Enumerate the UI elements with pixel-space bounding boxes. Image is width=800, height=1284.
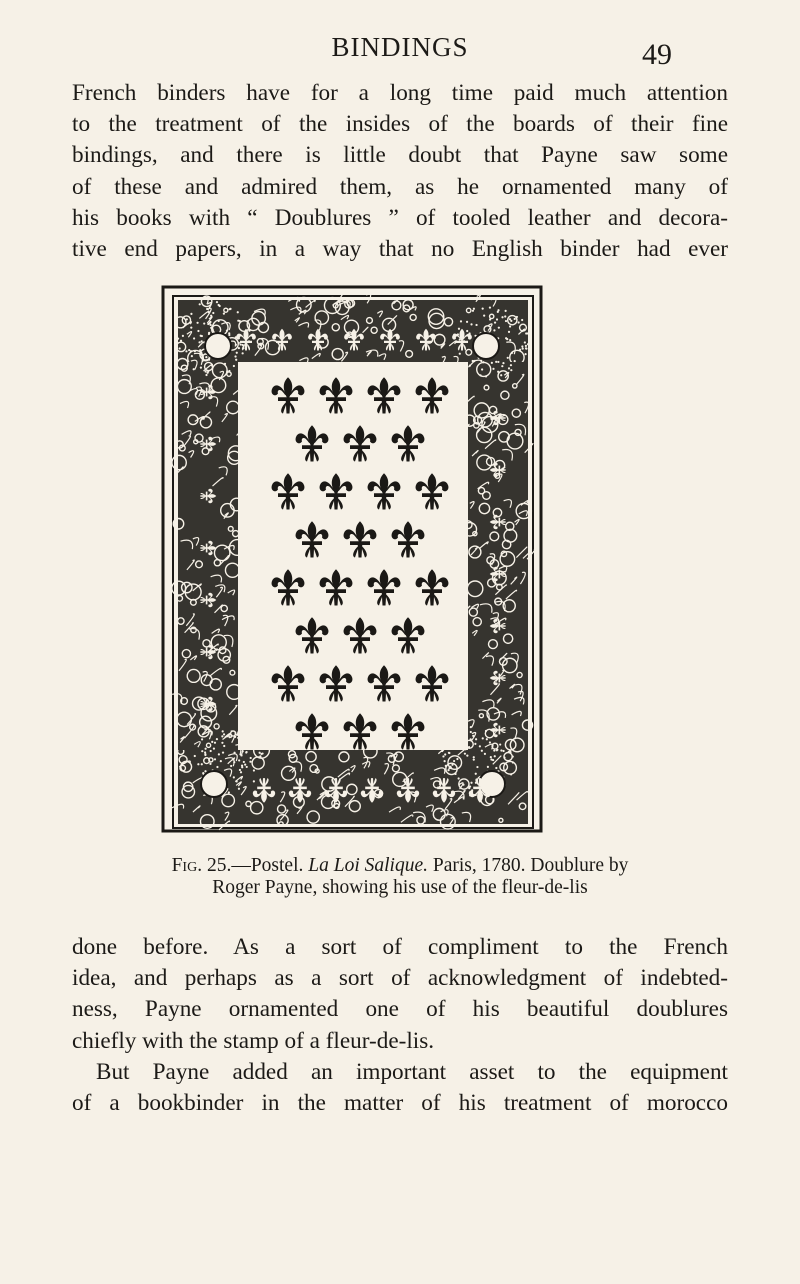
stipple-dot xyxy=(205,374,207,376)
stipple-dot xyxy=(204,753,206,755)
stipple-dot xyxy=(244,764,246,766)
stipple-dot xyxy=(239,343,241,345)
stipple-dot xyxy=(497,309,499,311)
stipple-dot xyxy=(222,730,224,732)
caption-line-2: Roger Payne, showing his use of the fleur-de-lis xyxy=(212,877,588,898)
stipple-dot xyxy=(228,334,230,336)
stipple-dot xyxy=(470,782,472,784)
stipple-dot xyxy=(525,353,527,355)
stipple-dot xyxy=(233,761,235,763)
stipple-dot xyxy=(247,320,249,322)
stipple-dot xyxy=(235,344,237,346)
stipple-dot xyxy=(236,352,238,354)
stipple-dot xyxy=(448,767,450,769)
running-head xyxy=(0,30,800,70)
stipple-dot xyxy=(211,325,213,327)
stipple-dot xyxy=(466,321,468,323)
stipple-dot xyxy=(511,352,513,354)
stipple-dot xyxy=(234,355,236,357)
stipple-dot xyxy=(472,310,474,312)
stipple-dot xyxy=(470,323,472,325)
stipple-dot xyxy=(489,741,491,743)
stipple-dot xyxy=(201,340,203,342)
stipple-dot xyxy=(500,374,502,376)
stipple-dot xyxy=(473,308,475,310)
stipple-dot xyxy=(199,349,201,351)
text-line: idea, and perhaps as a sort of acknowledgment of indebted- xyxy=(72,965,728,992)
stipple-dot xyxy=(508,367,510,369)
stipple-dot xyxy=(182,335,184,337)
stipple-dot xyxy=(456,758,458,760)
stipple-dot xyxy=(493,329,495,331)
stipple-dot xyxy=(523,329,525,331)
stipple-dot xyxy=(211,741,213,743)
stipple-dot xyxy=(496,318,498,320)
text-line: tive end papers, in a way that no English binder had ever xyxy=(72,236,728,263)
stipple-dot xyxy=(470,726,472,728)
stipple-dot xyxy=(482,361,484,363)
stipple-dot xyxy=(509,750,511,752)
text-line: done before. As a sort of compliment to the French xyxy=(72,934,728,960)
stipple-dot xyxy=(472,360,474,362)
stipple-dot xyxy=(238,342,240,344)
stipple-dot xyxy=(483,315,485,317)
stipple-dot xyxy=(509,325,511,327)
stipple-dot xyxy=(223,745,225,747)
stipple-dot xyxy=(487,766,489,768)
stipple-dot xyxy=(514,318,516,320)
stipple-dot xyxy=(243,761,245,763)
stipple-dot xyxy=(206,308,208,310)
stipple-dot xyxy=(223,733,225,735)
stipple-dot xyxy=(216,301,218,303)
text-line: chiefly with the stamp of a fleur-de-lis. xyxy=(72,1027,435,1054)
stipple-dot xyxy=(509,339,511,341)
stipple-dot xyxy=(497,361,499,363)
stipple-dot xyxy=(214,742,216,744)
stipple-dot xyxy=(459,353,461,355)
running-title: BINDINGS xyxy=(331,32,469,62)
stipple-dot xyxy=(476,766,478,768)
stipple-dot xyxy=(191,355,193,357)
stipple-dot xyxy=(237,320,239,322)
stipple-dot xyxy=(205,370,207,372)
stipple-dot xyxy=(190,327,192,329)
stipple-dot xyxy=(254,747,256,749)
text-line: of a bookbinder in the matter of his treatment of morocco xyxy=(72,1090,728,1117)
stipple-dot xyxy=(213,748,215,750)
stipple-dot xyxy=(501,316,503,318)
stipple-dot xyxy=(497,371,499,373)
paragraph-3 xyxy=(72,1057,728,1119)
text-line: to the treatment of the insides of the boards of their fine xyxy=(72,111,728,138)
stipple-dot xyxy=(221,742,223,744)
stipple-dot xyxy=(453,746,455,748)
stipple-dot xyxy=(521,345,523,347)
stipple-dot xyxy=(475,773,477,775)
stipple-dot xyxy=(475,324,477,326)
stipple-dot xyxy=(235,359,237,361)
corner-disc xyxy=(205,333,231,359)
stipple-dot xyxy=(469,365,471,367)
stipple-dot xyxy=(490,758,492,760)
caption-line-1 xyxy=(72,855,728,877)
stipple-dot xyxy=(205,356,207,358)
stipple-dot xyxy=(460,320,462,322)
doublure-figure xyxy=(160,284,544,834)
stipple-dot xyxy=(196,322,198,324)
stipple-dot xyxy=(188,349,190,351)
stipple-dot xyxy=(500,749,502,751)
stipple-dot xyxy=(221,735,223,737)
stipple-dot xyxy=(458,777,460,779)
stipple-dot xyxy=(216,738,218,740)
stipple-dot xyxy=(240,754,242,756)
stipple-dot xyxy=(482,737,484,739)
stipple-dot xyxy=(207,372,209,374)
stipple-dot xyxy=(180,340,182,342)
stipple-dot xyxy=(495,767,497,769)
stipple-dot xyxy=(470,731,472,733)
stipple-dot xyxy=(238,759,240,761)
stipple-dot xyxy=(229,736,231,738)
stipple-dot xyxy=(473,756,475,758)
stipple-dot xyxy=(525,345,527,347)
stipple-dot xyxy=(233,776,235,778)
figure-caption xyxy=(72,855,728,899)
stipple-dot xyxy=(494,321,496,323)
text-line: ness, Payne ornamented one of his beautiful doublures xyxy=(72,996,728,1023)
page-number: 49 xyxy=(642,38,672,71)
stipple-dot xyxy=(516,316,518,318)
stipple-dot xyxy=(486,738,488,740)
stipple-dot xyxy=(199,303,201,305)
stipple-dot xyxy=(510,320,512,322)
stipple-dot xyxy=(464,748,466,750)
stipple-dot xyxy=(479,745,481,747)
stipple-dot xyxy=(495,361,497,363)
stipple-dot xyxy=(220,760,222,762)
stipple-dot xyxy=(186,318,188,320)
stipple-dot xyxy=(260,753,262,755)
stipple-dot xyxy=(507,357,509,359)
stipple-dot xyxy=(226,370,228,372)
stipple-dot xyxy=(485,730,487,732)
text-line: his books with “ Doublures ” of tooled leather and decora- xyxy=(72,204,728,231)
stipple-dot xyxy=(200,335,202,337)
stipple-dot xyxy=(237,737,239,739)
stipple-dot xyxy=(522,347,524,349)
stipple-dot xyxy=(479,374,481,376)
stipple-dot xyxy=(210,750,212,752)
stipple-dot xyxy=(458,328,460,330)
stipple-dot xyxy=(209,324,211,326)
stipple-dot xyxy=(236,780,238,782)
stipple-dot xyxy=(242,750,244,752)
stipple-dot xyxy=(482,308,484,310)
stipple-dot xyxy=(253,769,255,771)
stipple-dot xyxy=(234,736,236,738)
stipple-dot xyxy=(503,757,505,759)
stipple-dot xyxy=(226,330,228,332)
stipple-dot xyxy=(470,738,472,740)
stipple-dot xyxy=(447,769,449,771)
stipple-dot xyxy=(201,355,203,357)
stipple-dot xyxy=(238,347,240,349)
stipple-dot xyxy=(238,788,240,790)
stipple-dot xyxy=(208,359,210,361)
corner-disc xyxy=(473,333,499,359)
caption-details: Paris, 1780. Doublure by xyxy=(432,855,629,876)
paragraph-2 xyxy=(72,932,728,1057)
stipple-dot xyxy=(193,368,195,370)
stipple-dot xyxy=(190,350,192,352)
stipple-dot xyxy=(194,350,196,352)
stipple-dot xyxy=(224,363,226,365)
stipple-dot xyxy=(240,771,242,773)
stipple-dot xyxy=(505,320,507,322)
stipple-dot xyxy=(248,744,250,746)
stipple-dot xyxy=(468,787,470,789)
stipple-dot xyxy=(216,766,218,768)
stipple-dot xyxy=(201,738,203,740)
caption-author: —Postel. xyxy=(231,855,304,876)
stipple-dot xyxy=(454,773,456,775)
stipple-dot xyxy=(502,750,504,752)
stipple-dot xyxy=(481,368,483,370)
stipple-dot xyxy=(512,756,514,758)
stipple-dot xyxy=(197,330,199,332)
stipple-dot xyxy=(481,750,483,752)
stipple-dot xyxy=(237,733,239,735)
stipple-dot xyxy=(259,755,261,757)
stipple-dot xyxy=(203,322,205,324)
stipple-dot xyxy=(514,360,516,362)
stipple-dot xyxy=(505,310,507,312)
stipple-dot xyxy=(229,308,231,310)
stipple-dot xyxy=(519,349,521,351)
stipple-dot xyxy=(505,337,507,339)
stipple-dot xyxy=(194,755,196,757)
stipple-dot xyxy=(527,332,529,334)
stipple-dot xyxy=(510,364,512,366)
stipple-dot xyxy=(241,765,243,767)
stipple-dot xyxy=(508,331,510,333)
text-line: of these and admired them, as he ornamented many of xyxy=(72,173,728,200)
stipple-dot xyxy=(493,749,495,751)
stipple-dot xyxy=(484,753,486,755)
stipple-dot xyxy=(466,366,468,368)
text-line: bindings, and there is little doubt that Payne saw some xyxy=(72,142,728,169)
stipple-dot xyxy=(502,362,504,364)
stipple-dot xyxy=(455,733,457,735)
stipple-dot xyxy=(233,365,235,367)
stipple-dot xyxy=(489,306,491,308)
corner-disc xyxy=(201,771,227,797)
stipple-dot xyxy=(489,318,491,320)
stipple-dot xyxy=(223,313,225,315)
stipple-dot xyxy=(451,764,453,766)
stipple-dot xyxy=(218,320,220,322)
stipple-dot xyxy=(499,743,501,745)
stipple-dot xyxy=(480,360,482,362)
stipple-dot xyxy=(204,770,206,772)
stipple-dot xyxy=(250,757,252,759)
stipple-dot xyxy=(246,766,248,768)
stipple-dot xyxy=(498,327,500,329)
stipple-dot xyxy=(248,330,250,332)
stipple-dot xyxy=(474,743,476,745)
stipple-dot xyxy=(466,330,468,332)
stipple-dot xyxy=(501,365,503,367)
stipple-dot xyxy=(475,738,477,740)
stipple-dot xyxy=(510,369,512,371)
stipple-dot xyxy=(494,755,496,757)
stipple-dot xyxy=(491,362,493,364)
stipple-dot xyxy=(485,375,487,377)
stipple-dot xyxy=(510,773,512,775)
stipple-dot xyxy=(490,756,492,758)
stipple-dot xyxy=(228,791,230,793)
stipple-dot xyxy=(238,746,240,748)
stipple-dot xyxy=(466,755,468,757)
stipple-dot xyxy=(464,740,466,742)
stipple-dot xyxy=(239,769,241,771)
stipple-dot xyxy=(453,760,455,762)
stipple-dot xyxy=(233,752,235,754)
stipple-dot xyxy=(214,758,216,760)
stipple-dot xyxy=(448,752,450,754)
stipple-dot xyxy=(218,753,220,755)
stipple-dot xyxy=(179,347,181,349)
stipple-dot xyxy=(200,352,202,354)
stipple-dot xyxy=(222,751,224,753)
stipple-dot xyxy=(245,751,247,753)
stipple-dot xyxy=(238,730,240,732)
stipple-dot xyxy=(201,750,203,752)
stipple-dot xyxy=(521,319,523,321)
stipple-dot xyxy=(249,735,251,737)
stipple-dot xyxy=(200,367,202,369)
stipple-dot xyxy=(197,763,199,765)
stipple-dot xyxy=(177,338,179,340)
stipple-dot xyxy=(253,780,255,782)
text-line: French binders have for a long time paid much attention xyxy=(72,80,728,106)
figure-label: Fig. 25. xyxy=(171,855,232,876)
paragraph-1 xyxy=(72,78,728,265)
stipple-dot xyxy=(193,337,195,339)
stipple-dot xyxy=(524,341,526,343)
stipple-dot xyxy=(209,763,211,765)
stipple-dot xyxy=(445,765,447,767)
stipple-dot xyxy=(205,748,207,750)
stipple-dot xyxy=(212,329,214,331)
stipple-dot xyxy=(259,752,261,754)
stipple-dot xyxy=(473,759,475,761)
stipple-dot xyxy=(527,343,529,345)
stipple-dot xyxy=(496,749,498,751)
stipple-dot xyxy=(442,755,444,757)
stipple-dot xyxy=(462,784,464,786)
stipple-dot xyxy=(504,315,506,317)
stipple-dot xyxy=(190,313,192,315)
stipple-dot xyxy=(198,341,200,343)
stipple-dot xyxy=(512,761,514,763)
stipple-dot xyxy=(525,348,527,350)
stipple-dot xyxy=(230,765,232,767)
text-line: But Payne added an important asset to the equipment xyxy=(96,1059,728,1085)
stipple-dot xyxy=(201,763,203,765)
stipple-dot xyxy=(249,761,251,763)
stipple-dot xyxy=(444,760,446,762)
stipple-dot xyxy=(444,753,446,755)
stipple-dot xyxy=(464,753,466,755)
stipple-dot xyxy=(212,312,214,314)
stipple-dot xyxy=(185,350,187,352)
stipple-dot xyxy=(237,311,239,313)
stipple-dot xyxy=(492,368,494,370)
stipple-dot xyxy=(228,370,230,372)
stipple-dot xyxy=(242,352,244,354)
doublure-illustration xyxy=(160,284,544,834)
stipple-dot xyxy=(518,321,520,323)
caption-work-title: La Loi Salique. xyxy=(308,855,428,876)
stipple-dot xyxy=(219,305,221,307)
stipple-dot xyxy=(209,321,211,323)
stipple-dot xyxy=(472,735,474,737)
stipple-dot xyxy=(210,315,212,317)
